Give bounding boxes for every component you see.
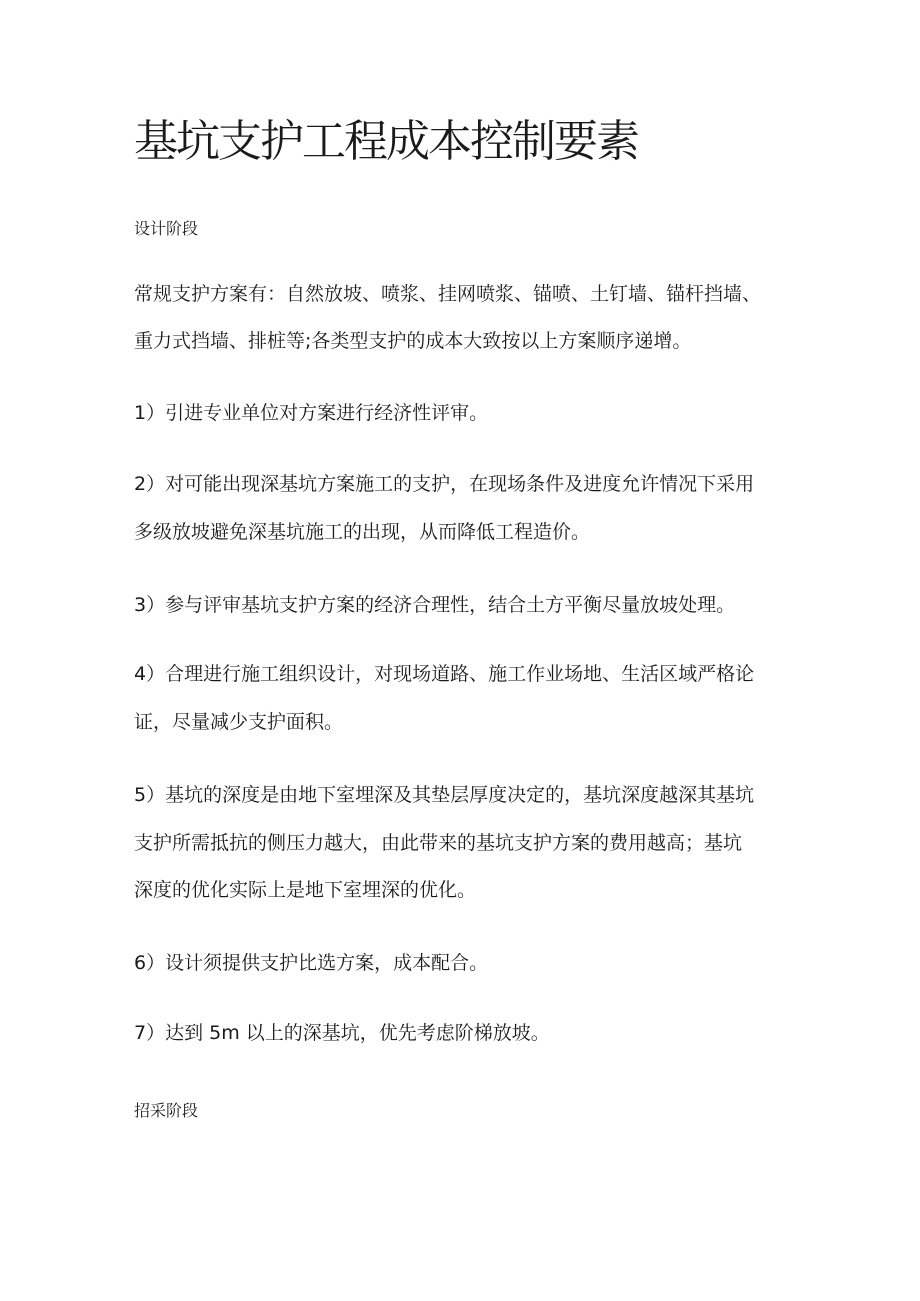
paragraph-item-4-line-1: 4）合理进行施工组织设计，对现场道路、施工作业场地、生活区域严格论 xyxy=(134,663,755,685)
paragraph-item-6: 6）设计须提供支护比选方案，成本配合。 xyxy=(134,952,489,974)
section-heading-design: 设计阶段 xyxy=(134,219,199,238)
paragraph-item-4-line-2: 证，尽量减少支护面积。 xyxy=(134,711,344,733)
paragraph-support-schemes-line-1: 常规支护方案有：自然放坡、喷浆、挂网喷浆、锚喷、土钉墙、锚杆挡墙、 xyxy=(134,283,762,305)
paragraph-item-5-line-2: 支护所需抵抗的侧压力越大，由此带来的基坑支护方案的费用越高；基坑 xyxy=(134,832,743,854)
paragraph-item-1: 1）引进专业单位对方案进行经济性评审。 xyxy=(134,402,489,424)
paragraph-support-schemes-line-2: 重力式挡墙、排桩等;各类型支护的成本大致按以上方案顺序递增。 xyxy=(134,330,692,352)
section-heading-procurement: 招采阶段 xyxy=(134,1101,199,1120)
paragraph-item-7: 7）达到 5m 以上的深基坑，优先考虑阶梯放坡。 xyxy=(134,1022,550,1044)
document-title: 基坑支护工程成本控制要素 xyxy=(134,116,638,167)
paragraph-item-2-line-1: 2）对可能出现深基坑方案施工的支护，在现场条件及进度允许情况下采用 xyxy=(134,473,755,495)
paragraph-item-2-line-2: 多级放坡避免深基坑施工的出现，从而降低工程造价。 xyxy=(134,521,591,543)
paragraph-item-5-line-3: 深度的优化实际上是地下室埋深的优化。 xyxy=(134,879,477,901)
paragraph-item-5-line-1: 5）基坑的深度是由地下室埋深及其垫层厚度决定的，基坑深度越深其基坑 xyxy=(134,784,755,806)
paragraph-item-3: 3）参与评审基坑支护方案的经济合理性，结合土方平衡尽量放坡处理。 xyxy=(134,594,736,616)
